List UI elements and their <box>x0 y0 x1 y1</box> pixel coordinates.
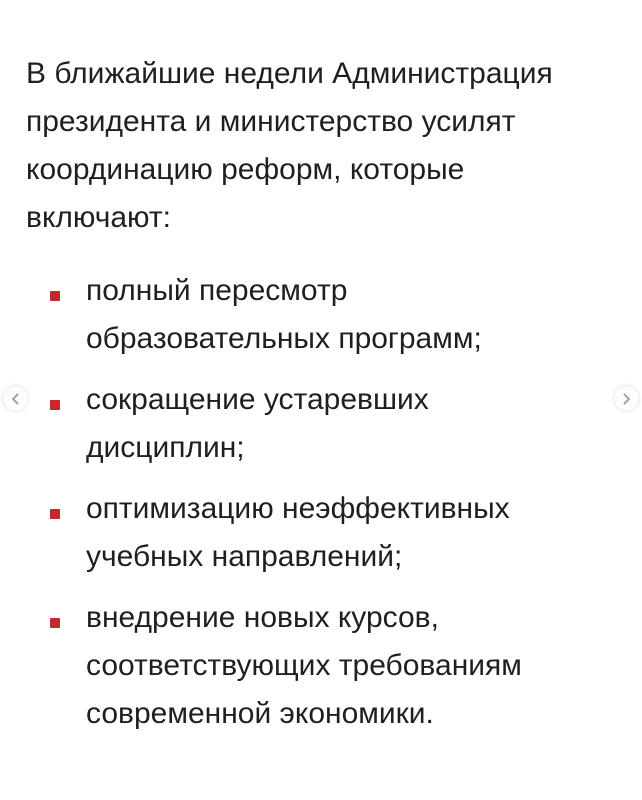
intro-line: включают: <box>26 201 171 234</box>
carousel-next-button[interactable] <box>613 385 640 412</box>
bullet-square-icon <box>50 509 60 519</box>
list-item <box>50 594 590 738</box>
intro-line: президента и министерство усилят <box>26 105 516 138</box>
list-item-text: внедрение новых курсов, соответствующих требованиям современной экономики. <box>86 601 522 730</box>
carousel-prev-button[interactable] <box>2 385 29 412</box>
bullet-square-icon <box>50 618 60 628</box>
intro-line: В ближайшие недели Администрация <box>26 57 553 90</box>
chevron-right-icon <box>621 392 632 406</box>
intro-paragraph <box>26 50 604 242</box>
list-item-text: оптимизацию неэффективных учебных направлений; <box>86 492 510 573</box>
bullet-square-icon <box>50 400 60 410</box>
chevron-left-icon <box>10 392 21 406</box>
list-item-text: сокращение устаревших дисциплин; <box>86 383 429 464</box>
list-item <box>50 485 590 581</box>
list-item-text: полный пересмотр образовательных программ; <box>86 274 482 355</box>
reform-list <box>50 267 590 751</box>
list-item <box>50 267 590 363</box>
list-item <box>50 376 590 472</box>
intro-line: координацию реформ, которые <box>26 153 465 186</box>
bullet-square-icon <box>50 291 60 301</box>
